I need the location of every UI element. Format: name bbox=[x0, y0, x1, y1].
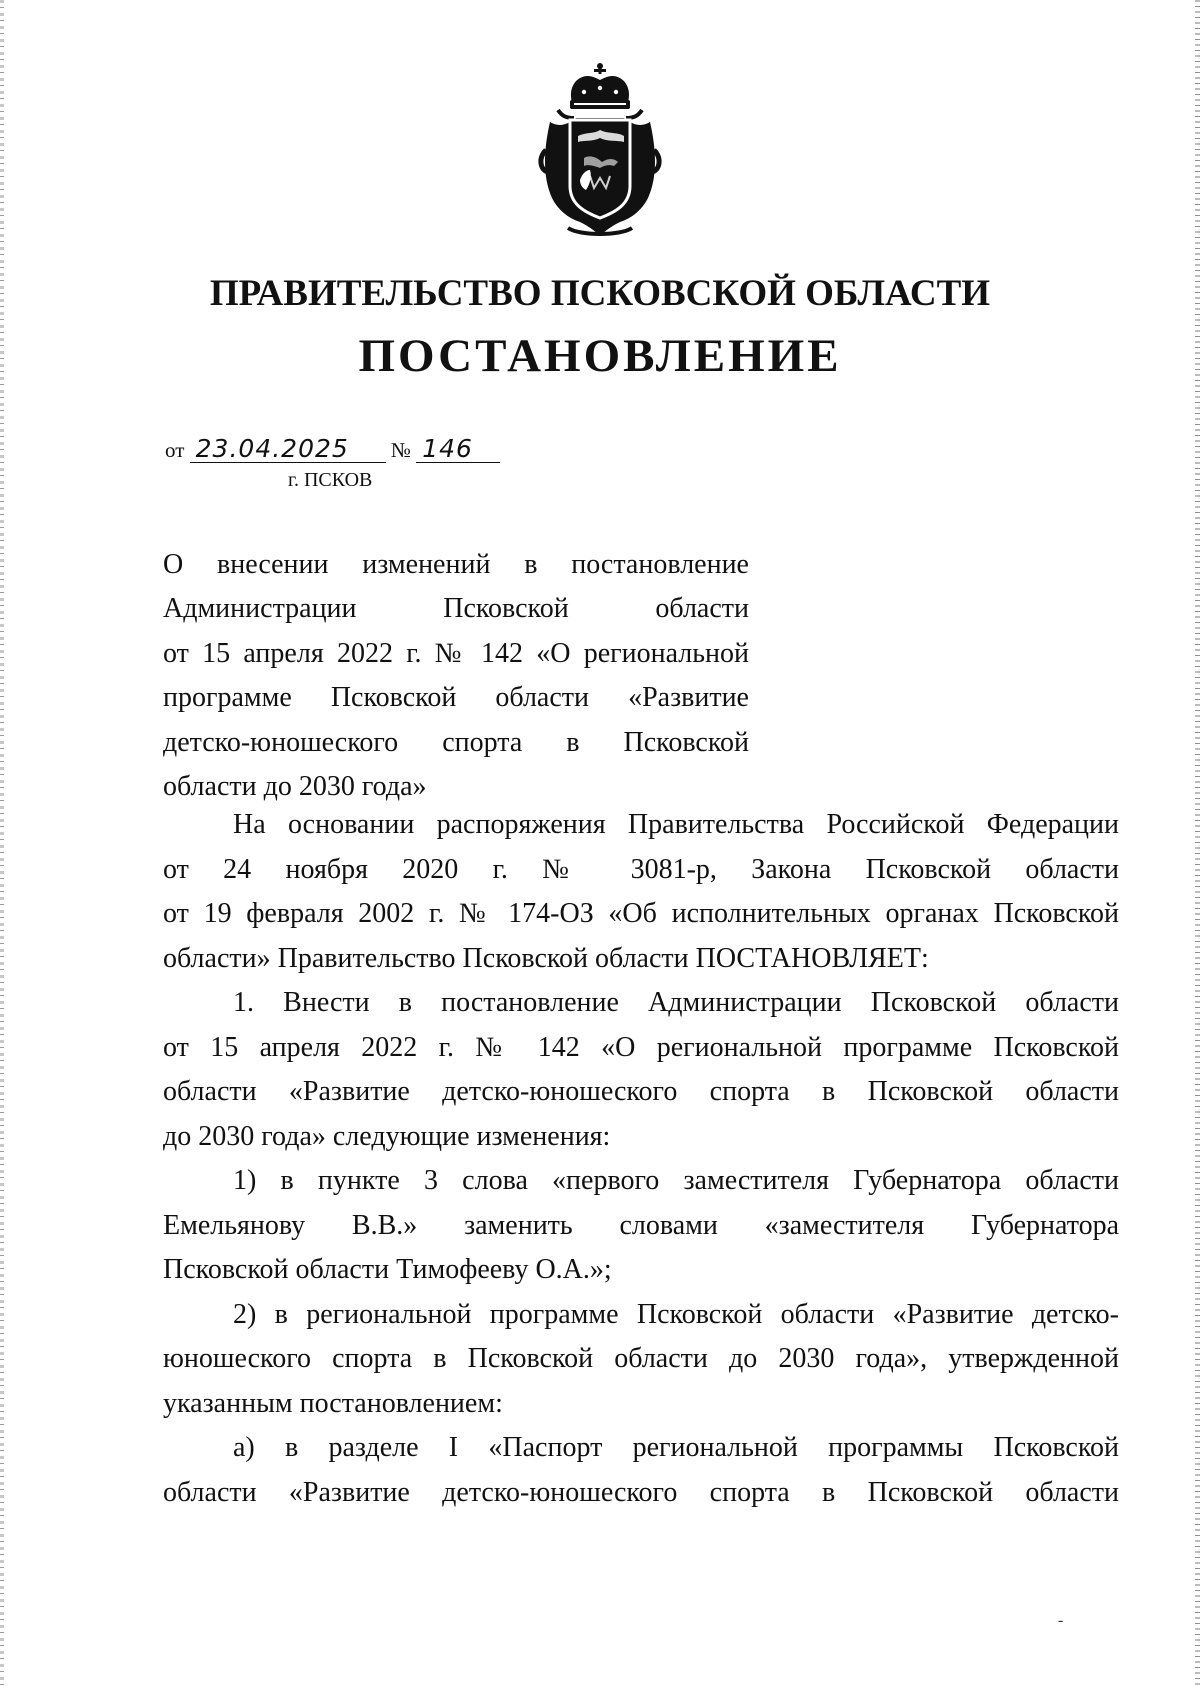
body-text bbox=[163, 803, 1119, 1515]
handwritten-date: 23.04.2025 bbox=[190, 436, 386, 463]
subject-block bbox=[163, 543, 749, 809]
body-line: Емельянову В.В.» заменить словами «заместителя Губернатора bbox=[163, 1209, 1119, 1241]
body-line: указанным постановлением: bbox=[163, 1387, 503, 1419]
city-label: г. ПСКОВ bbox=[288, 469, 373, 491]
body-line: 2) в региональной программе Псковской области «Развитие детско- bbox=[233, 1298, 1119, 1330]
body-line: до 2030 года» следующие изменения: bbox=[163, 1120, 611, 1152]
subject-line: О внесении изменений в постановление bbox=[163, 549, 749, 580]
body-line: 1) в пункте 3 слова «первого заместителя Губернатора области bbox=[233, 1165, 1119, 1196]
subject-line: программе Псковской области «Развитие bbox=[163, 682, 749, 714]
body-line: 1. Внести в постановление Администрации Псковской области bbox=[233, 987, 1119, 1018]
subject-line: области до 2030 года» bbox=[163, 771, 427, 803]
scan-edge-right bbox=[1195, 0, 1200, 1686]
body-line: области «Развитие детско-юношеского спорта в Псковской области bbox=[163, 1476, 1119, 1508]
body-line: а) в разделе I «Паспорт региональной программы Псковской bbox=[233, 1432, 1119, 1463]
scan-edge-left bbox=[0, 0, 4, 1686]
document-type-title: ПОСТАНОВЛЕНИЕ bbox=[358, 330, 842, 382]
body-line: юношеского спорта в Псковской области до 2030 года», утвержденной bbox=[163, 1343, 1119, 1374]
date-number-row bbox=[165, 436, 500, 463]
body-line: На основании распоряжения Правительства Российской Федерации bbox=[233, 809, 1119, 840]
number-prefix: № bbox=[390, 438, 411, 462]
body-line: от 15 апреля 2022 г. № 142 «О региональной программе Псковской bbox=[163, 1031, 1119, 1063]
body-line: Псковской области Тимофееву О.А.»; bbox=[163, 1254, 612, 1285]
government-title: ПРАВИТЕЛЬСТВО ПСКОВСКОЙ ОБЛАСТИ bbox=[209, 273, 991, 314]
page-corner-mark: - bbox=[1058, 1612, 1064, 1629]
body-line: области» Правительство Псковской области ПОСТАНОВЛЯЕТ: bbox=[163, 942, 929, 974]
date-prefix: от bbox=[165, 438, 185, 462]
subject-line: от 15 апреля 2022 г. № 142 «О региональной bbox=[163, 637, 749, 669]
subject-line: Администрации Псковской области bbox=[163, 593, 749, 625]
body-line: области «Развитие детско-юношеского спорта в Псковской области bbox=[163, 1076, 1119, 1107]
body-line: от 24 ноября 2020 г. № 3081-р, Закона Псковской области bbox=[163, 853, 1119, 885]
handwritten-number: 146 bbox=[416, 436, 500, 463]
subject-line: детско-юношеского спорта в Псковской bbox=[163, 726, 749, 758]
body-line: от 19 февраля 2002 г. № 174-ОЗ «Об исполнительных органах Псковской bbox=[163, 898, 1119, 929]
coat-of-arms-icon bbox=[528, 58, 672, 242]
